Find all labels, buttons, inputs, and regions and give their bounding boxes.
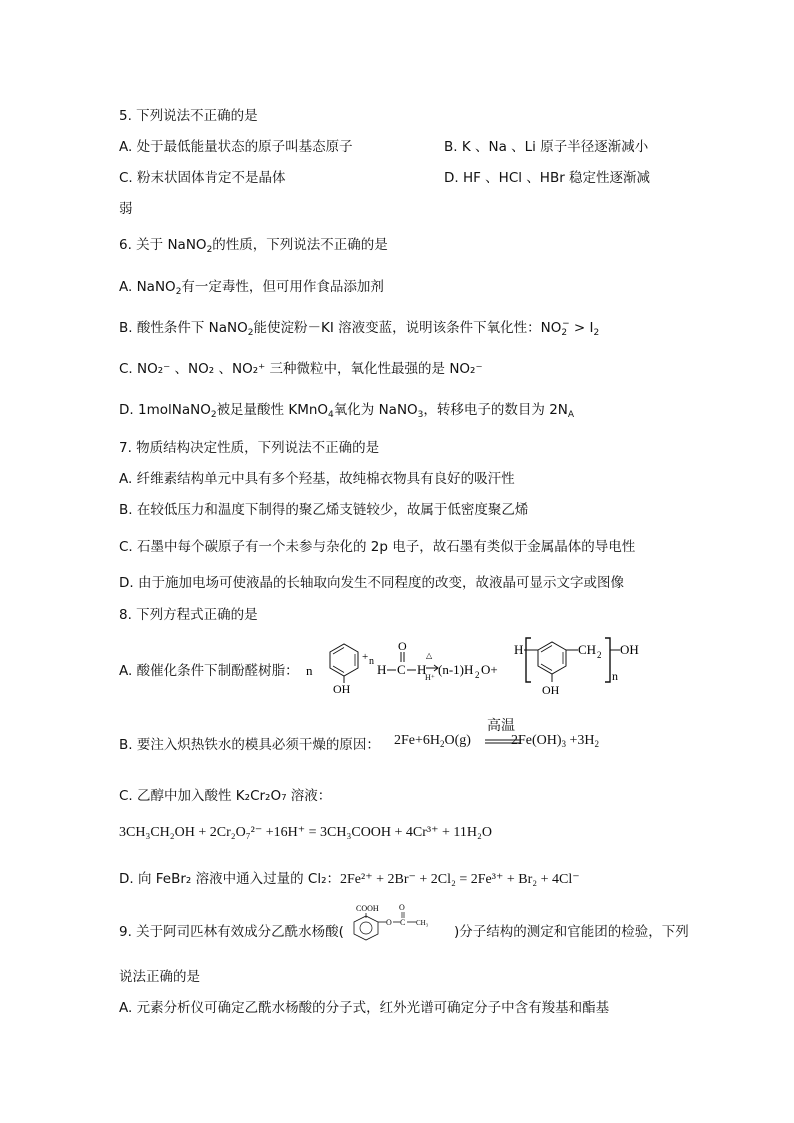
- phenol-formaldehyde-equation-structure: [306, 630, 676, 700]
- svg-text:O: O: [399, 903, 405, 912]
- q8-option-d: D. 向 FeBr₂ 溶液中通入过量的 Cl₂：2Fe²⁺ + 2Br⁻ + 2Cl₂ = 2Fe³⁺ + Br₂ + 4Cl⁻: [119, 871, 580, 887]
- q7-option-c: C. 石墨中每个碳原子有一个未参与杂化的 2p 电子，故石墨有类似于金属晶体的导电性: [119, 539, 636, 555]
- svg-text:O+: O+: [481, 662, 498, 677]
- q8-option-a: A. 酸催化条件下制酚醛树脂：: [119, 663, 299, 679]
- svg-text:△: △: [426, 651, 433, 660]
- q9-stem-wrap: 说法正确的是: [119, 969, 200, 985]
- q6-option-b: B. 酸性条件下 NaNO$_2$能使淀粉－KI 溶液变蓝，说明该条件下氧化性：$NO_2^- > I_2$: [119, 319, 600, 338]
- q7-option-b: B. 在较低压力和温度下制得的聚乙烯支链较少，故属于低密度聚乙烯: [119, 502, 529, 518]
- q5-option-d: D. HF 、HCl 、HBr 稳定性逐渐减: [444, 170, 651, 186]
- svg-text:2: 2: [597, 650, 602, 660]
- svg-text:OH: OH: [542, 683, 560, 697]
- svg-text:+: +: [362, 651, 369, 663]
- svg-text:H: H: [514, 642, 524, 657]
- q9-option-a: A. 元素分析仪可确定乙酰水杨酸的分子式，红外光谱可确定分子中含有羧基和酯基: [119, 1000, 610, 1016]
- q5-option-a: A. 处于最低能量状态的原子叫基态原子: [119, 139, 353, 155]
- svg-text:OH: OH: [333, 682, 351, 696]
- svg-text:O: O: [386, 918, 392, 927]
- svg-text:n: n: [612, 669, 618, 683]
- q6-option-a: A. NaNO$_2$有一定毒性，但可用作食品添加剂: [119, 279, 384, 297]
- svg-text:O: O: [398, 639, 407, 653]
- q6-option-c: C. NO₂⁻ 、NO₂ 、NO₂⁺ 三种微粒中，氧化性最强的是 NO₂⁻: [119, 361, 483, 377]
- q8-option-b: B. 要注入炽热铁水的模具必须干燥的原因：: [119, 737, 380, 753]
- q7-option-a: A. 纤维素结构单元中具有多个羟基，故纯棉衣物具有良好的吸汗性: [119, 471, 515, 487]
- svg-text:H: H: [377, 662, 387, 677]
- svg-text:C: C: [397, 662, 406, 677]
- svg-text:COOH: COOH: [356, 904, 379, 913]
- svg-text:n: n: [369, 656, 374, 667]
- q7-stem: 7. 物质结构决定性质，下列说法不正确的是: [119, 440, 380, 456]
- svg-text:2: 2: [475, 670, 480, 680]
- svg-text:n: n: [306, 663, 313, 678]
- q8-option-b-condition: 高温: [487, 718, 515, 734]
- acetylsalicylic-acid-structure: [346, 900, 461, 946]
- svg-text:H⁺: H⁺: [425, 673, 435, 682]
- q6-stem: 6. 关于 NaNO$_2$的性质，下列说法不正确的是: [119, 237, 388, 255]
- svg-text:C: C: [400, 918, 406, 927]
- q8-option-c: C. 乙醇中加入酸性 K₂Cr₂O₇ 溶液：: [119, 788, 332, 804]
- svg-text:H: H: [417, 662, 427, 677]
- q9-stem: 9. 关于阿司匹林有效成分乙酰水杨酸( )分子结构的测定和官能团的检验，下列: [119, 924, 689, 940]
- equilibrium-double-line: [485, 739, 521, 745]
- q5-option-b: B. K 、Na 、Li 原子半径逐渐减小: [444, 139, 649, 155]
- svg-text:(n-1)H: (n-1)H: [438, 662, 474, 677]
- q8-stem: 8. 下列方程式正确的是: [119, 607, 258, 623]
- q7-option-d: D. 由于施加电场可使液晶的长轴取向发生不同程度的改变，故液晶可显示文字或图像: [119, 575, 624, 591]
- q5-stem: 5. 下列说法不正确的是: [119, 108, 258, 124]
- q5-option-c: C. 粉末状固体肯定不是晶体: [119, 170, 286, 186]
- svg-text:OH: OH: [620, 642, 639, 657]
- svg-text:CH: CH: [578, 642, 597, 657]
- q8-option-c-equation: 3CH₃CH₂OH + 2Cr₂O₇²⁻ +16H⁺ = 3CH₃COOH + 4Cr³⁺ + 11H₂O: [119, 825, 492, 840]
- svg-text:CH₃: CH₃: [416, 919, 429, 927]
- q6-option-d: D. 1molNaNO$_2$被足量酸性 KMnO$_4$氧化为 NaNO$_3$，转移电子的数目为 $2N_A$: [119, 402, 575, 420]
- q5-option-d-wrap: 弱: [119, 201, 133, 217]
- q8-option-b-equation: $2Fe+6H_2O(g)$ $2Fe(OH)_3 +3H_2$: [394, 733, 600, 749]
